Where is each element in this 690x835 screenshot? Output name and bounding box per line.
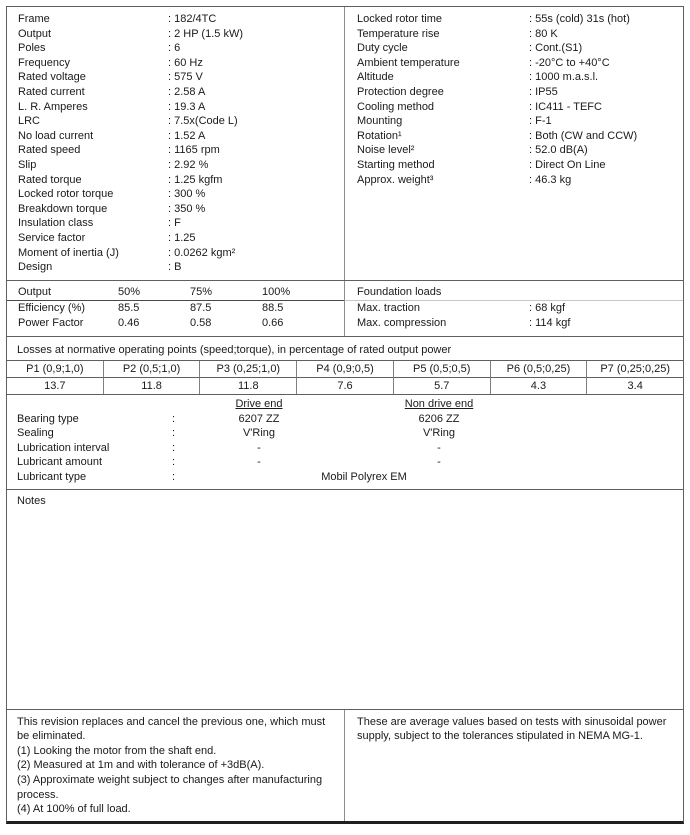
- spec-label: Approx. weight³: [357, 173, 434, 186]
- spec-row: [18, 27, 340, 42]
- spec-label: Ambient temperature: [357, 56, 460, 69]
- spec-row: [18, 187, 340, 202]
- performance-col-100: 100%: [262, 286, 291, 298]
- spec-label: Output: [18, 27, 52, 40]
- spec-row: [357, 100, 679, 115]
- spec-value: : 1.25 kgfm: [168, 173, 222, 188]
- spec-value: : B: [168, 260, 181, 275]
- spec-row: [357, 27, 679, 42]
- spec-value: : 2.58 A: [168, 85, 205, 100]
- bearings-rows: [17, 412, 683, 470]
- performance-col-75: 75%: [190, 286, 213, 298]
- spec-value: : 0.0262 kgm²: [168, 246, 235, 261]
- spec-label: Temperature rise: [357, 27, 440, 40]
- notes-title: Notes: [17, 494, 46, 507]
- spec-value: : Direct On Line: [529, 158, 605, 173]
- losses-value-p4: 7.6: [296, 378, 393, 394]
- power-factor-label: Power Factor: [18, 317, 84, 329]
- spec-value: : 2.92 %: [168, 158, 208, 173]
- power-factor-50: 0.46: [118, 317, 140, 329]
- efficiency-50: 85.5: [118, 302, 140, 314]
- max-compression-label: Max. compression: [357, 317, 447, 329]
- lubricant-type-row: [17, 470, 683, 485]
- max-traction-row: [345, 301, 683, 316]
- losses-value-p2: 11.8: [103, 378, 200, 394]
- non-drive-end-header: Non drive end: [404, 398, 474, 410]
- losses-header-p6: P6 (0,5;0,25): [490, 361, 587, 378]
- bearing-non-drive-end-value: 6206 ZZ: [418, 412, 460, 425]
- spec-label: Duty cycle: [357, 42, 408, 55]
- spec-label: Locked rotor torque: [18, 188, 114, 201]
- spec-label: Protection degree: [357, 85, 444, 98]
- spec-row: [357, 114, 679, 129]
- spec-label: Poles: [18, 42, 46, 55]
- spec-label: L. R. Amperes: [18, 100, 88, 113]
- bearing-row-label: Bearing type: [17, 412, 79, 425]
- spec-label: Rotation¹: [357, 129, 402, 142]
- lubricant-type-label: Lubricant type: [17, 470, 87, 483]
- foundation-loads-panel: [344, 281, 683, 336]
- motor-datasheet-page: [6, 6, 684, 824]
- spec-label: Mounting: [357, 115, 403, 128]
- max-traction-value: : 68 kgf: [529, 301, 565, 316]
- bearing-row: [17, 426, 683, 441]
- bearing-row-label: Lubrication interval: [17, 441, 110, 454]
- spec-value: : 350 %: [168, 202, 205, 217]
- spec-row: [18, 158, 340, 173]
- footnote-line: (4) At 100% of full load.: [17, 803, 131, 816]
- spec-row: [357, 56, 679, 71]
- max-traction-label: Max. traction: [357, 302, 420, 314]
- losses-header-p1: P1 (0,9;1,0): [7, 361, 103, 378]
- spec-value: : 7.5x(Code L): [168, 114, 238, 129]
- efficiency-75: 87.5: [190, 302, 212, 314]
- spec-value: : Both (CW and CCW): [529, 129, 637, 144]
- bearing-non-drive-end-value: -: [437, 456, 441, 469]
- spec-label: Noise level²: [357, 144, 415, 157]
- spec-row: [18, 70, 340, 85]
- spec-label: No load current: [18, 129, 94, 142]
- spec-row: [18, 216, 340, 231]
- max-compression-row: [345, 316, 683, 331]
- bearing-row: [17, 455, 683, 470]
- spec-row: [18, 100, 340, 115]
- spec-row: [18, 129, 340, 144]
- spec-value: : 575 V: [168, 70, 203, 85]
- bearing-row-colon: [172, 426, 184, 441]
- spec-row: [18, 231, 340, 246]
- spec-label: Design: [18, 261, 53, 274]
- spec-row: [357, 158, 679, 173]
- performance-section: [7, 281, 683, 337]
- spec-row: [18, 246, 340, 261]
- bearing-drive-end-value: -: [257, 441, 261, 454]
- losses-header-p7: P7 (0,25;0,25): [586, 361, 683, 378]
- spec-label: LRC: [18, 115, 41, 128]
- spec-value: : 1.25: [168, 231, 196, 246]
- spec-label: Frame: [18, 13, 50, 25]
- general-specs-section: [7, 7, 683, 281]
- max-compression-value: : 114 kgf: [529, 316, 570, 331]
- losses-value-p6: 4.3: [490, 378, 587, 394]
- losses-header-p5: P5 (0,5;0,5): [393, 361, 490, 378]
- losses-header-row: [7, 361, 683, 378]
- specs-right-column: [344, 7, 683, 280]
- performance-col-50: 50%: [118, 286, 141, 298]
- bearing-drive-end-value: 6207 ZZ: [238, 412, 280, 425]
- spec-value: : F-1: [529, 114, 552, 129]
- spec-label: Rated torque: [18, 173, 82, 186]
- footnote-line: (1) Looking the motor from the shaft end.: [17, 744, 217, 757]
- power-factor-row: [7, 316, 344, 331]
- spec-label: Starting method: [357, 158, 435, 171]
- efficiency-label: Efficiency (%): [18, 302, 86, 314]
- performance-header-row: [7, 281, 344, 301]
- spec-value: : 46.3 kg: [529, 173, 571, 188]
- spec-value: : 52.0 dB(A): [529, 143, 588, 158]
- footnote-line: (2) Measured at 1m and with tolerance of +3dB(A).: [17, 759, 265, 772]
- bearings-header-row: [17, 397, 683, 412]
- spec-label: Rated speed: [18, 144, 81, 157]
- spec-value: : 2 HP (1.5 kW): [168, 27, 243, 42]
- spec-value: : 1000 m.a.s.l.: [529, 70, 598, 85]
- losses-header-p4: P4 (0,9;0,5): [296, 361, 393, 378]
- footnote-line: This revision replaces and cancel the previous one, which must be eliminated.: [17, 715, 326, 743]
- lubricant-type-colon: [172, 470, 184, 485]
- spec-label: Locked rotor time: [357, 13, 442, 25]
- spec-row: [357, 70, 679, 85]
- bearing-drive-end-value: -: [257, 456, 261, 469]
- spec-label: Slip: [18, 158, 37, 171]
- bearing-row: [17, 441, 683, 456]
- bearings-section: [7, 395, 683, 490]
- spec-row: [357, 143, 679, 158]
- bearings-header-colon-spacer: [172, 397, 184, 412]
- spec-row: [357, 41, 679, 56]
- spec-value: : 60 Hz: [168, 56, 203, 71]
- foundation-loads-title: Foundation loads: [345, 281, 683, 301]
- spec-row: [357, 129, 679, 144]
- lubricant-type-value: Mobil Polyrex EM: [321, 470, 407, 483]
- spec-label: Cooling method: [357, 100, 435, 113]
- spec-value: : 6: [168, 41, 180, 56]
- performance-output-label: Output: [18, 286, 52, 298]
- spec-value: : 1165 rpm: [168, 143, 220, 158]
- spec-label: Frequency: [18, 56, 70, 69]
- specs-left-column: [7, 7, 344, 280]
- power-factor-75: 0.58: [190, 317, 212, 329]
- footnote-line: (3) Approximate weight subject to changes after manufacturing process.: [17, 773, 323, 801]
- notes-section: [7, 490, 683, 710]
- spec-value: : 1.52 A: [168, 129, 205, 144]
- losses-value-p1: 13.7: [44, 380, 66, 392]
- losses-value-p7: 3.4: [586, 378, 683, 394]
- losses-section: [7, 341, 683, 395]
- spec-value: : 182/4TC: [168, 12, 216, 27]
- bearing-drive-end-value: V'Ring: [242, 427, 276, 440]
- spec-value: : 19.3 A: [168, 100, 205, 115]
- spec-row: [357, 173, 679, 188]
- bearing-non-drive-end-value: V'Ring: [422, 427, 456, 440]
- footer-left-notes: [7, 710, 344, 821]
- bearing-row: [17, 412, 683, 427]
- losses-values-row: [7, 378, 683, 394]
- spec-value: : IC411 - TEFC: [529, 100, 602, 115]
- spec-row: [357, 85, 679, 100]
- bearing-non-drive-end-value: -: [437, 441, 441, 454]
- efficiency-row: [7, 301, 344, 316]
- spec-label: Service factor: [18, 231, 86, 244]
- spec-row: [18, 143, 340, 158]
- tolerance-statement: These are average values based on tests with sinusoidal power supply, subject to the tolerances stipulated in NEMA MG-1.: [357, 715, 667, 743]
- spec-label: Moment of inertia (J): [18, 246, 119, 259]
- footer-right-notes: [344, 710, 683, 821]
- spec-label: Altitude: [357, 71, 394, 84]
- spec-value: : 300 %: [168, 187, 205, 202]
- spec-label: Rated voltage: [18, 71, 86, 84]
- spec-row: [357, 12, 679, 27]
- losses-header-p3: P3 (0,25;1,0): [199, 361, 296, 378]
- spec-row: [18, 173, 340, 188]
- bearing-row-colon: [172, 412, 184, 427]
- bearing-row-label: Lubricant amount: [17, 456, 102, 469]
- spec-value: : Cont.(S1): [529, 41, 582, 56]
- losses-title: Losses at normative operating points (speed;torque), in percentage of rated output power: [7, 341, 683, 361]
- spec-value: : -20°C to +40°C: [529, 56, 610, 71]
- spec-row: [18, 202, 340, 217]
- power-factor-100: 0.66: [262, 317, 284, 329]
- bearing-row-colon: [172, 441, 184, 456]
- losses-value-p3: 11.8: [199, 378, 296, 394]
- bearing-row-colon: [172, 455, 184, 470]
- bearing-row-label: Sealing: [17, 427, 54, 440]
- losses-header-p2: P2 (0,5;1,0): [103, 361, 200, 378]
- spec-value: : IP55: [529, 85, 558, 100]
- spec-label: Rated current: [18, 85, 85, 98]
- drive-end-header: Drive end: [235, 398, 283, 410]
- spec-value: : 55s (cold) 31s (hot): [529, 12, 630, 27]
- spec-row: [18, 85, 340, 100]
- efficiency-100: 88.5: [262, 302, 284, 314]
- spec-row: [18, 41, 340, 56]
- spec-label: Breakdown torque: [18, 202, 108, 215]
- losses-value-p5: 5.7: [393, 378, 490, 394]
- footer-section: [7, 710, 683, 821]
- spec-value: : F: [168, 216, 181, 231]
- performance-table: [7, 281, 344, 336]
- bearings-header-spacer: [17, 397, 172, 412]
- spec-row: [18, 260, 340, 275]
- spec-row: [18, 56, 340, 71]
- spec-label: Insulation class: [18, 217, 94, 230]
- spec-row: [18, 12, 340, 27]
- spec-value: : 80 K: [529, 27, 558, 42]
- spec-row: [18, 114, 340, 129]
